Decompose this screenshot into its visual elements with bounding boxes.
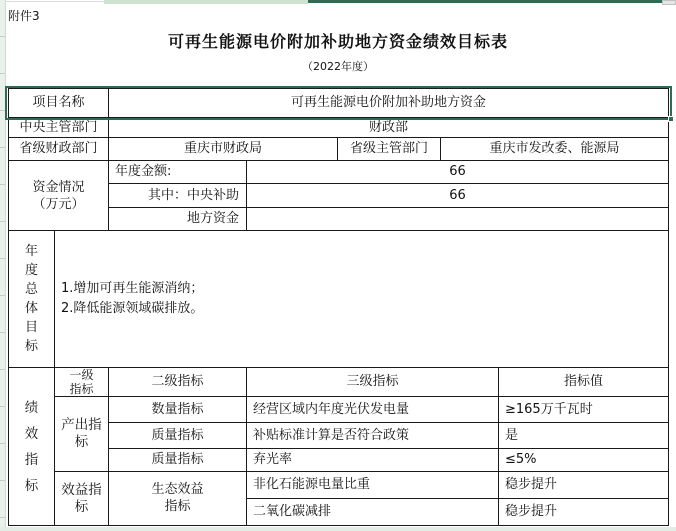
performance-vertical-label: 绩效指标	[24, 399, 39, 494]
cell-header-level1[interactable]	[55, 368, 108, 396]
cell-subsidy-policy[interactable]: 补贴标准计算是否符合政策	[247, 423, 498, 448]
annual-goal-line-2: 2.降低能源领域碳排放。	[61, 301, 204, 316]
cell-annual-goal-content[interactable]	[55, 231, 668, 367]
header-level1-text: 一级指标	[69, 368, 94, 396]
cell-pv-generation[interactable]: 经营区域内年度光伏发电量	[247, 397, 498, 422]
benefit-indicator-text: 效益指标	[61, 481, 102, 515]
cell-quality-indicator-2[interactable]: 质量指标	[109, 449, 246, 471]
sheet-edge-bottom	[0, 527, 676, 531]
cell-co2-reduction-value[interactable]: 稳步提升	[499, 499, 668, 525]
cell-pv-generation-value[interactable]: ≥165万千瓦时	[499, 397, 668, 422]
eco-benefit-text: 生态效益指标	[151, 481, 204, 514]
cell-header-level3[interactable]: 三级指标	[247, 368, 498, 396]
cell-local-fund-label[interactable]: 地方资金	[109, 208, 246, 230]
section-performance-indicators	[9, 368, 668, 525]
cell-eco-benefit-indicator[interactable]	[109, 472, 246, 525]
attachment-label: 附件3	[8, 9, 40, 23]
sheet-edge-left	[0, 0, 6, 531]
cell-provincial-finance[interactable]: 重庆市财政局	[109, 138, 337, 160]
section-project-info	[9, 89, 668, 160]
annual-goal-line-1: 1.增加可再生能源消纳；	[61, 281, 204, 296]
cell-provincial-dept[interactable]: 重庆市发改委、能源局	[441, 138, 668, 160]
cell-funding-label[interactable]	[9, 161, 108, 230]
cell-annual-goal-label[interactable]	[9, 231, 54, 367]
output-indicator-text: 产出指标	[61, 417, 102, 450]
cell-output-indicator-group[interactable]	[55, 397, 108, 471]
page-title: 可再生能源电价附加补助地方资金绩效目标表	[167, 32, 508, 51]
cell-co2-reduction[interactable]: 二氧化碳减排	[247, 499, 498, 525]
sheet-top-gridline	[6, 1, 104, 2]
cell-header-level2[interactable]: 二级指标	[109, 368, 246, 396]
cell-curtailment-rate-value[interactable]: ≤5%	[499, 449, 668, 471]
cell-quality-indicator-1[interactable]: 质量指标	[109, 423, 246, 448]
cell-provincial-dept-label[interactable]: 省级主管部门	[338, 138, 440, 160]
cell-annual-amount-label[interactable]: 年度金额:	[109, 161, 246, 183]
cell-central-subsidy-value[interactable]: 66	[247, 184, 668, 207]
fill-handle[interactable]	[668, 116, 674, 122]
cell-nonfossil-share[interactable]: 非化石能源电量比重	[247, 472, 498, 498]
cell-local-fund-value[interactable]	[247, 208, 668, 230]
cell-quantity-indicator[interactable]: 数量指标	[109, 397, 246, 422]
section-annual-goal	[9, 231, 668, 367]
sheet-top-cell	[104, 0, 308, 4]
cell-project-name[interactable]: 可再生能源电价附加补助地方资金	[109, 89, 668, 117]
cell-nonfossil-share-value[interactable]: 稳步提升	[499, 472, 668, 498]
cell-annual-amount-value[interactable]: 66	[247, 161, 668, 183]
cell-subsidy-policy-value[interactable]: 是	[499, 423, 668, 448]
cell-provincial-finance-label[interactable]: 省级财政部门	[9, 138, 108, 160]
cell-performance-label[interactable]	[9, 368, 54, 525]
section-funding	[9, 161, 668, 230]
selection-top-edge	[308, 0, 668, 3]
cell-central-subsidy-label[interactable]: 其中：中央补助	[109, 184, 246, 207]
cell-central-dept-label[interactable]: 中央主管部门	[9, 118, 108, 137]
cell-project-name-label[interactable]: 项目名称	[9, 89, 108, 117]
funding-label-line1: 资金情况	[32, 179, 85, 195]
cell-benefit-indicator-group[interactable]	[55, 472, 108, 525]
page-subtitle: （2022年度）	[302, 60, 374, 73]
cell-central-dept[interactable]: 财政部	[109, 118, 668, 137]
cell-header-value[interactable]: 指标值	[499, 368, 668, 396]
performance-target-table	[8, 88, 669, 526]
annual-goal-vertical-label: 年度总体目标	[24, 244, 38, 354]
funding-label-line2: （万元）	[32, 196, 85, 212]
scrollbar-corner	[662, 0, 676, 5]
cell-curtailment-rate[interactable]: 弃光率	[247, 449, 498, 471]
